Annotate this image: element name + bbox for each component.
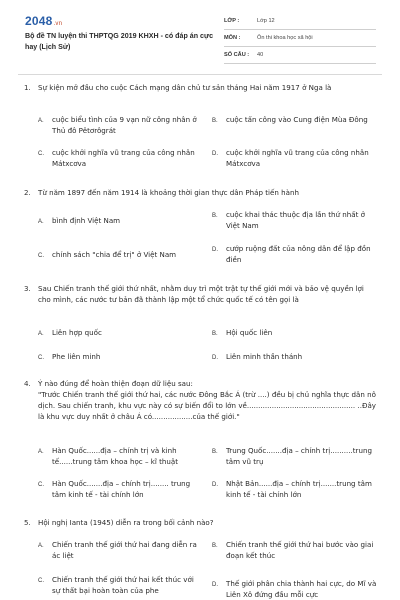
option-b[interactable]: B. cuộc khai thác thuộc địa lần thứ nhất ở Việt Nam — [212, 210, 366, 230]
question-stem — [24, 283, 376, 305]
question-text: Sau Chiến tranh thế giới thứ nhất, nhằm duy trì một trật tự thế giới mới và bảo vệ quyền lợi cho mình, các nước tư bản đã thành lập một tổ chức quốc tế có tên gọi là — [38, 284, 364, 304]
meta-key: SỐ CÂU : — [224, 52, 250, 58]
question-passage: "Trước Chiến tranh thế giới thứ hai, các nước Đông Bắc Á (trừ ....) đều bị chủ nghĩa thực dân nô dịch. Sau chiến tranh, khu vực này có sự biến đổi to lớn về................................................ ..Đây là khu vực duy nhất ở châu Á có..................của thế giới." — [38, 390, 376, 421]
document-title: Bộ đề TN luyện thi THPTQG 2019 KHXH - có đáp án cực hay (Lịch Sử) — [25, 32, 214, 51]
meta-row-subject — [224, 30, 376, 47]
question-1 — [24, 82, 376, 93]
question-2 — [24, 187, 376, 198]
site-logo[interactable]: 2048.vn — [25, 14, 63, 28]
question-stem — [24, 517, 376, 528]
option-c[interactable]: C. Phe liên minh — [38, 352, 101, 361]
header-divider — [18, 74, 382, 75]
meta-table — [224, 13, 376, 64]
meta-key: MÔN : — [224, 35, 241, 41]
meta-key: LỚP : — [224, 18, 240, 24]
option-d[interactable]: D. Nhật Bản......địa – chính trị.......trung tâm kinh tế - tài chính lớn — [212, 479, 372, 499]
question-text: Từ năm 1897 đến năm 1914 là khoảng thời gian thực dân Pháp tiến hành — [38, 188, 299, 197]
question-number: 5. — [24, 518, 31, 527]
option-d[interactable]: D. Thế giới phân chia thành hai cực, do Mĩ và Liên Xô đứng đầu mỗi cực — [212, 579, 377, 599]
option-b[interactable]: B. Chiến tranh thế giới thứ hai bước vào giai đoạn kết thúc — [212, 540, 374, 560]
question-3 — [24, 283, 376, 305]
question-number: 1. — [24, 83, 31, 92]
question-5 — [24, 517, 376, 528]
option-a[interactable]: A. Hàn Quốc......địa – chính trị và kinh tế......trung tâm khoa học – kĩ thuật — [38, 446, 178, 466]
meta-row-class — [224, 13, 376, 30]
meta-row-count — [224, 47, 376, 64]
page-header — [0, 0, 400, 70]
question-stem — [24, 82, 376, 93]
option-d[interactable]: D. cuộc khởi nghĩa vũ trang của công nhân Mátxcơva — [212, 148, 369, 168]
option-b[interactable]: B. cuộc tấn công vào Cung điện Mùa Đông — [212, 115, 368, 124]
option-a[interactable]: A. bình định Việt Nam — [38, 216, 121, 225]
option-b[interactable]: B. Trung Quốc.......địa – chính trị..........trung tâm vũ trụ — [212, 446, 372, 466]
question-text: Hội nghị Ianta (1945) diễn ra trong bối cảnh nào? — [38, 518, 214, 527]
question-text: Sự kiện mở đầu cho cuộc Cách mạng dân chủ tư sản tháng Hai năm 1917 ở Nga là — [38, 83, 332, 92]
question-number: 2. — [24, 188, 31, 197]
question-number: 3. — [24, 284, 31, 293]
option-b[interactable]: B. Hội quốc liên — [212, 328, 273, 337]
option-c[interactable]: C. Chiến tranh thế giới thứ hai kết thúc với sự thất bại hoàn toàn của phe — [38, 575, 194, 595]
option-d[interactable]: D. cướp ruộng đất của nông dân để lập đồn điền — [212, 244, 371, 264]
meta-value: 40 — [257, 52, 264, 58]
option-a[interactable]: A. cuộc biểu tình của 9 vạn nữ công nhân ở Thủ đô Pêtơrôgrát — [38, 115, 197, 135]
option-a[interactable]: A. Liên hợp quốc — [38, 328, 102, 337]
meta-value: Lớp 12 — [257, 18, 275, 24]
option-c[interactable]: C. chính sách "chia để trị" ở Việt Nam — [38, 250, 177, 259]
option-d[interactable]: D. Liên minh thần thánh — [212, 352, 303, 361]
question-stem — [24, 187, 376, 198]
question-stem — [24, 378, 376, 389]
question-4 — [24, 378, 376, 422]
question-number: 4. — [24, 379, 31, 388]
question-text: Ý nào đúng để hoàn thiện đoạn dữ liệu sau: — [38, 379, 193, 388]
meta-value: Ôn thi khoa học xã hội — [257, 35, 313, 41]
option-c[interactable]: C. Hàn Quốc.......địa – chính trị........ trung tâm kinh tế - tài chính lớn — [38, 479, 191, 499]
option-c[interactable]: C. cuộc khởi nghĩa vũ trang của công nhân Mátxcơva — [38, 148, 195, 168]
option-a[interactable]: A. Chiến tranh thế giới thứ hai đang diễn ra ác liệt — [38, 540, 197, 560]
